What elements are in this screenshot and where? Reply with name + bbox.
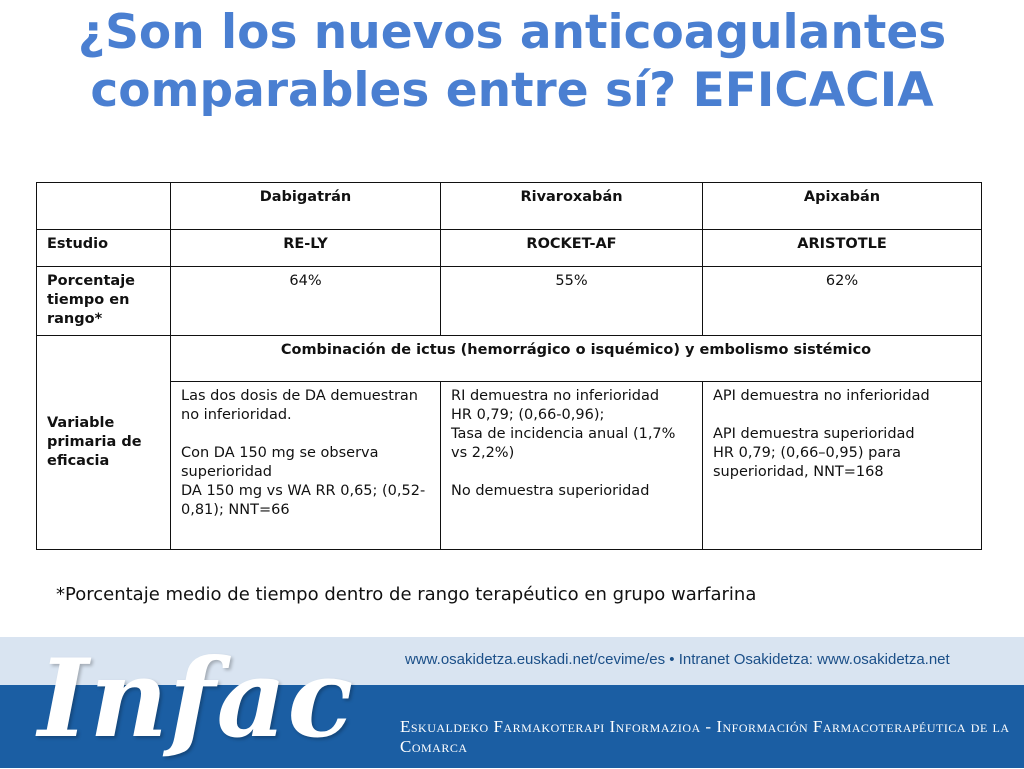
table-row-ttr <box>37 267 982 336</box>
row-label-study: Estudio <box>37 230 171 267</box>
study-rivaroxaban: ROCKET-AF <box>441 230 703 267</box>
primary-combined-endpoint: Combinación de ictus (hemorrágico o isquémico) y embolismo sistémico <box>171 336 982 382</box>
banner-url-line[interactable]: www.osakidetza.euskadi.net/cevime/es • Intranet Osakidetza: www.osakidetza.net <box>405 651 950 668</box>
column-header-apixaban: Apixabán <box>703 183 982 230</box>
ttr-rivaroxaban: 55% <box>441 267 703 336</box>
study-dabigatran: RE-LY <box>171 230 441 267</box>
banner-subtitle: Eskualdeko Farmakoterapi Informazioa - Información Farmacoterapéutica de la Comarca <box>400 717 1010 756</box>
table-row-study <box>37 230 982 267</box>
column-header-dabigatran: Dabigatrán <box>171 183 441 230</box>
study-apixaban: ARISTOTLE <box>703 230 982 267</box>
table-header-row <box>37 183 982 230</box>
infac-banner <box>0 637 1024 768</box>
ttr-apixaban: 62% <box>703 267 982 336</box>
row-label-primary: Variable primaria de eficacia <box>37 336 171 550</box>
ttr-dabigatran: 64% <box>171 267 441 336</box>
primary-apixaban: API demuestra no inferioridad API demuestra superioridad HR 0,79; (0,66–0,95) para superioridad, NNT=168 <box>703 382 982 550</box>
primary-dabigatran: Las dos dosis de DA demuestran no inferioridad. Con DA 150 mg se observa superioridad DA 150 mg vs WA RR 0,65; (0,52-0,81); NNT=66 <box>171 382 441 550</box>
table-row-primary-combined <box>37 336 982 382</box>
title-line-1: ¿Son los nuevos anticoagulantes <box>77 5 947 60</box>
comparison-table <box>36 182 982 550</box>
slide-title <box>0 4 1024 120</box>
empty-corner-cell <box>37 183 171 230</box>
primary-rivaroxaban: RI demuestra no inferioridad HR 0,79; (0,66-0,96); Tasa de incidencia anual (1,7% vs 2,2%) No demuestra superioridad <box>441 382 703 550</box>
title-line-2: comparables entre sí? EFICACIA <box>90 63 934 118</box>
footnote: *Porcentaje medio de tiempo dentro de rango terapéutico en grupo warfarina <box>56 584 757 605</box>
table-row-primary-results <box>37 382 982 550</box>
row-label-ttr: Porcentaje tiempo en rango* <box>37 267 171 336</box>
infac-logo: Infac <box>38 636 355 762</box>
column-header-rivaroxaban: Rivaroxabán <box>441 183 703 230</box>
